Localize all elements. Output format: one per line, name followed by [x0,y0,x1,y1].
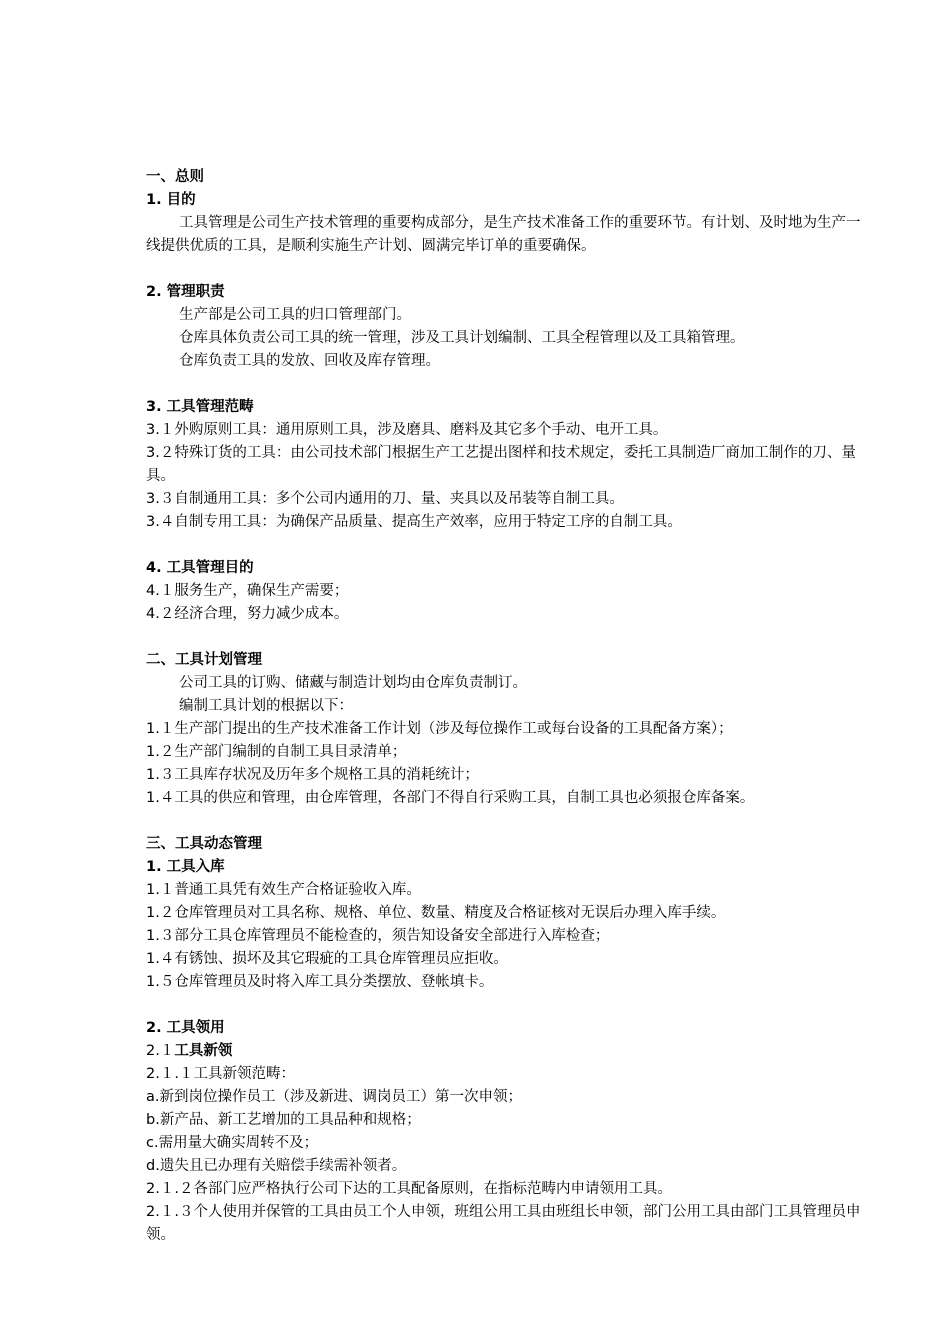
use-line: c.需用量大确实周转不及； [146,1135,319,1151]
use-line: d.遗失且已办理有关赔偿手续需补领者。 [146,1158,407,1174]
purpose-item: 4.１服务生产，确保生产需要； [146,583,349,599]
duty-line: 仓库负责工具的发放、回收及库存管理。 [179,353,440,369]
scope-item: 3.４自制专用工具：为确保产品质量、提高生产效率，应用于特定工序的自制工具。 [146,514,682,530]
scope-item: 3.３自制通用工具：多个公司内通用的刀、量、夹具以及吊装等自制工具。 [146,491,624,507]
inbound-item: 1.３部分工具仓库管理员不能检查的，须告知设备安全部进行入库检查； [146,928,610,944]
section-2-title: 二、工具计划管理 [146,652,262,668]
inbound-item: 1.５仓库管理员及时将入库工具分类摆放、登帐填卡。 [146,974,494,990]
goal-heading: 1. 目的 [146,192,196,208]
plan-intro: 编制工具计划的根据以下： [179,698,353,714]
use-line: 2.１.２各部门应严格执行公司下达的工具配备原则，在指标范畴内申请领用工具。 [146,1181,672,1197]
duty-heading: 2. 管理职责 [146,284,225,300]
use-line: b.新产品、新工艺增加的工具品种和规格； [146,1112,421,1128]
purpose-heading: 4. 工具管理目的 [146,560,254,576]
use-heading: 2. 工具领用 [146,1020,225,1036]
duty-line: 仓库具体负责公司工具的统一管理，涉及工具计划编制、工具全程管理以及工具箱管理。 [179,330,745,346]
plan-item: 1.３工具库存状况及历年多个规格工具的消耗统计； [146,767,479,783]
plan-item: 1.２生产部门编制的自制工具目录清单； [146,744,407,760]
goal-paragraph: 工具管理是公司生产技术管理的重要构成部分，是生产技术准备工作的重要环节。有计划、及时地为生产一线提供优质的工具，是顺利实施生产计划、圆满完毕订单的重要确保。 [146,215,861,254]
section-3-title: 三、工具动态管理 [146,836,262,852]
purpose-item: 4.２经济合理，努力减少成本。 [146,606,349,622]
plan-intro: 公司工具的订购、储藏与制造计划均由仓库负责制订。 [179,675,527,691]
scope-item: 3.１外购原则工具：通用原则工具，涉及磨具、磨料及其它多个手动、电开工具。 [146,422,668,438]
section-1-title: 一、总则 [146,169,204,185]
plan-item: 1.４工具的供应和管理，由仓库管理，各部门不得自行采购工具，自制工具也必须报仓库备案。 [146,790,755,806]
use-line: a.新到岗位操作员工（涉及新进、调岗员工）第一次申领； [146,1089,522,1105]
scope-heading: 3. 工具管理范畴 [146,399,254,415]
use-subheading [146,1040,874,1063]
use-line: 2.１.１工具新领范畴： [146,1066,295,1082]
document-page [146,166,874,1247]
use-line: 2.１.３个人使用并保管的工具由员工个人申领，班组公用工具由班组长申领，部门公用工具由部门工具管理员申领。 [146,1204,861,1243]
inbound-item: 1.２仓库管理员对工具名称、规格、单位、数量、精度及合格证核对无误后办理入库手续。 [146,905,726,921]
inbound-item: 1.４有锈蚀、损坏及其它瑕疵的工具仓库管理员应拒收。 [146,951,508,967]
use-subheading-number: 2.１ [146,1043,175,1059]
plan-item: 1.１生产部门提出的生产技术准备工作计划（涉及每位操作工或每台设备的工具配备方案）； [146,721,733,737]
use-subheading-title: 工具新领 [174,1043,233,1059]
scope-item: 3.２特殊订货的工具：由公司技术部门根据生产工艺提出图样和技术规定，委托工具制造厂商加工制作的刀、量具。 [146,445,856,484]
inbound-item: 1.１普通工具凭有效生产合格证验收入库。 [146,882,421,898]
inbound-heading: 1. 工具入库 [146,859,225,875]
duty-line: 生产部是公司工具的归口管理部门。 [179,307,411,323]
